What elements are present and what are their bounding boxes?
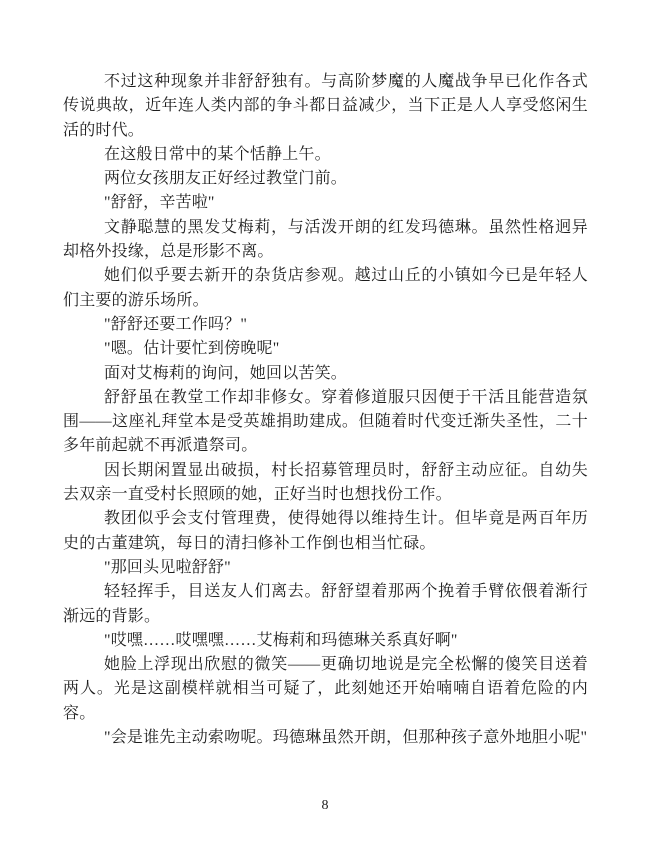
paragraph: "会是谁先主动索吻呢。玛德琳虽然开朗，但那种孩子意外地胆小呢": [104, 729, 588, 747]
page-text: [63, 70, 588, 750]
paragraph: 轻轻挥手，目送友人们离去。舒舒望着那两个挽着手臂依偎着渐行渐远的背影。: [63, 583, 588, 625]
paragraph: 在这般日常中的某个恬静上午。: [104, 145, 331, 163]
paragraph: "舒舒还要工作吗？": [104, 315, 248, 333]
paragraph: 舒舒虽在教堂工作却非修女。穿着修道服只因便于干活且能营造氛围——这座礼拜堂本是受英雄捐助建成。但随着时代变迁渐失圣性，二十多年前起就不再派遣祭司。: [63, 388, 588, 455]
paragraph: "那回头见啦舒舒": [104, 558, 231, 576]
paragraph: "舒舒，辛苦啦": [104, 194, 215, 212]
paragraph: 因长期闲置显出破损，村长招募管理员时，舒舒主动应征。自幼失去双亲一直受村长照顾的她，正好当时也想找份工作。: [63, 461, 588, 504]
paragraph: 文静聪慧的黑发艾梅莉，与活泼开朗的红发玛德琳。虽然性格迥异却格外投缘，总是形影不离。: [63, 218, 588, 261]
paragraph: 面对艾梅莉的询问，她回以苦笑。: [104, 364, 348, 382]
paragraph: 她脸上浮现出欣慰的微笑——更确切地说是完全松懈的傻笑目送着两人。光是这副模样就相当可疑了，此刻她还开始喃喃自语着危险的内容。: [63, 656, 588, 722]
paragraph: 她们似乎要去新开的杂货店参观。越过山丘的小镇如今已是年轻人们主要的游乐场所。: [63, 267, 588, 309]
paragraph: "哎嘿……哎嘿嘿……艾梅莉和玛德琳关系真好啊": [104, 631, 458, 649]
paragraph: 不过这种现象并非舒舒独有。与高阶梦魔的人魔战争早已化作各式传说典故，近年连人类内部的争斗都日益减少，当下正是人人享受悠闲生活的时代。: [63, 73, 588, 139]
paragraph: "嗯。估计要忙到傍晚呢": [104, 340, 280, 358]
paragraph: 教团似乎会支付管理费，使得她得以维持生计。但毕竟是两百年历史的古董建筑，每日的清扫修补工作倒也相当忙碌。: [63, 510, 588, 552]
paragraph: 两位女孩朋友正好经过教堂门前。: [104, 170, 348, 188]
page-number: 8: [321, 798, 329, 813]
